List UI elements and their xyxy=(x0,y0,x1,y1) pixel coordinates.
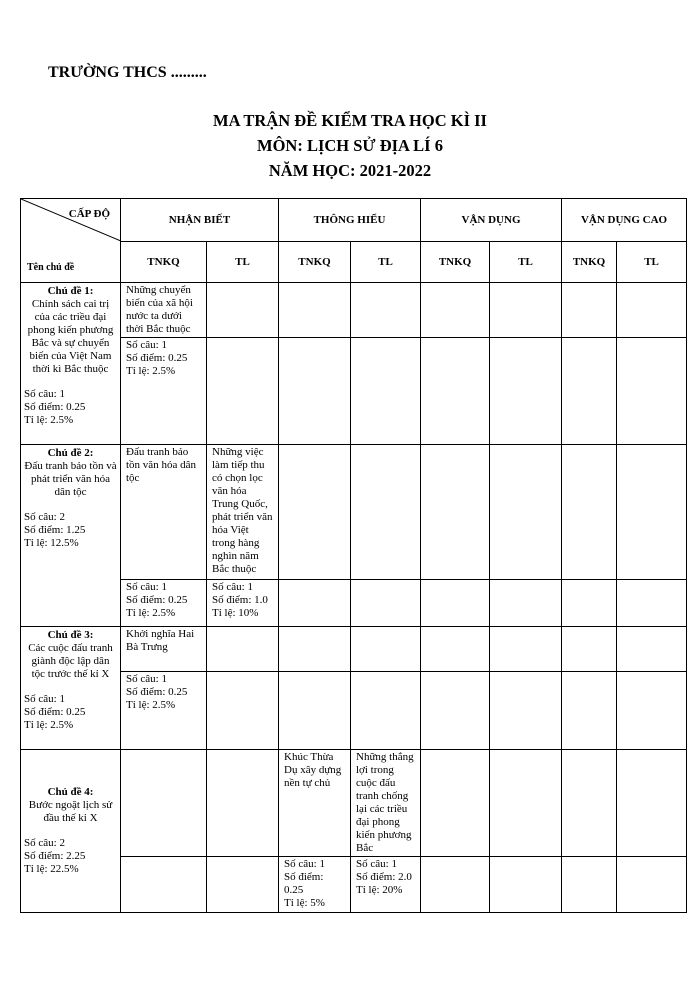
stats-cell: Số câu: 1 Số điểm: 1.0 Tỉ lệ: 10% xyxy=(207,580,279,627)
topic-cau: Số câu: 2 xyxy=(24,511,65,523)
school-name: TRƯỜNG THCS ......... xyxy=(48,64,207,81)
topic-desc: Chính sách cai trị của các triều đại phong kiến phương Bắc và sự chuyển biến của Việt Nam thời kì Bắc thuộc xyxy=(27,298,114,375)
stats-cell: Số câu: 1 Số điểm: 0.25 Tỉ lệ: 5% xyxy=(279,857,351,913)
sub-header: TL xyxy=(490,242,562,283)
level-header-nhan-biet: NHẬN BIẾT xyxy=(121,199,279,242)
sub-header: TL xyxy=(617,242,687,283)
level-header-van-dung-cao: VẬN DỤNG CAO xyxy=(562,199,687,242)
topic-desc: Các cuộc đấu tranh giành độc lập dân tộc trước thế kỉ X xyxy=(28,642,113,680)
topic-cau: Số câu: 2 xyxy=(24,837,65,849)
topic-diem: Số điểm: 0.25 xyxy=(24,706,86,718)
table-row xyxy=(21,580,687,627)
topic-stats xyxy=(24,511,117,550)
table-row xyxy=(21,445,687,580)
content-cell: Những thắng lợi trong cuộc đấu tranh chống lại các triều đại phong kiến phương Bắc xyxy=(351,750,421,857)
table-row xyxy=(21,627,687,672)
stats-cell: Số câu: 1 Số điểm: 0.25 Tỉ lệ: 2.5% xyxy=(121,580,207,627)
level-label: CẤP ĐỘ xyxy=(68,208,110,220)
title-line-3: NĂM HỌC: 2021-2022 xyxy=(268,161,432,180)
table-row xyxy=(21,750,687,857)
topic-tile: Tỉ lệ: 2.5% xyxy=(24,719,74,731)
topic-cell-3 xyxy=(21,627,121,750)
topic-desc: Đấu tranh bảo tồn và phát triển văn hóa dân tộc xyxy=(24,460,117,498)
topic-cell-2 xyxy=(21,445,121,627)
topic-stats xyxy=(24,388,117,427)
sub-header: TNKQ xyxy=(421,242,490,283)
topic-diem: Số điểm: 1.25 xyxy=(24,524,86,536)
topic-name: Chủ đề 1: xyxy=(47,285,94,297)
document-title xyxy=(0,108,700,183)
topic-stats xyxy=(24,837,117,876)
topic-label: Tên chủ đề xyxy=(27,262,75,273)
sub-header: TNKQ xyxy=(279,242,351,283)
topic-name: Chủ đề 4: xyxy=(47,786,94,798)
sub-header: TNKQ xyxy=(562,242,617,283)
topic-cell-4 xyxy=(21,750,121,913)
stats-cell: Số câu: 1 Số điểm: 0.25 Tỉ lệ: 2.5% xyxy=(121,338,207,445)
topic-stats xyxy=(24,693,117,732)
table-row xyxy=(21,283,687,338)
content-cell: Khởi nghĩa Hai Bà Trưng xyxy=(121,627,207,672)
table-row xyxy=(21,857,687,913)
topic-diem: Số điểm: 0.25 xyxy=(24,401,86,413)
topic-diem: Số điểm: 2.25 xyxy=(24,850,86,862)
stats-cell: Số câu: 1 Số điểm: 0.25 Tỉ lệ: 2.5% xyxy=(121,672,207,750)
topic-tile: Tỉ lệ: 12.5% xyxy=(24,537,79,549)
content-cell: Khúc Thừa Dụ xây dựng nền tự chủ xyxy=(279,750,351,857)
header-row-levels xyxy=(21,199,687,242)
content-cell: Những chuyển biến của xã hội nước ta dưới thời Bắc thuộc xyxy=(121,283,207,338)
sub-header: TL xyxy=(207,242,279,283)
level-header-thong-hieu: THÔNG HIỂU xyxy=(279,199,421,242)
topic-tile: Tỉ lệ: 22.5% xyxy=(24,863,79,875)
topic-name: Chủ đề 3: xyxy=(47,629,94,641)
sub-header: TL xyxy=(351,242,421,283)
header-corner-cell xyxy=(21,199,121,283)
topic-desc: Bước ngoặt lịch sử đầu thế kỉ X xyxy=(28,799,113,824)
topic-tile: Tỉ lệ: 2.5% xyxy=(24,414,74,426)
topic-cau: Số câu: 1 xyxy=(24,388,65,400)
topic-cau: Số câu: 1 xyxy=(24,693,65,705)
title-line-1: MA TRẬN ĐỀ KIỂM TRA HỌC KÌ II xyxy=(213,111,487,130)
table-row xyxy=(21,338,687,445)
topic-cell-1 xyxy=(21,283,121,445)
content-cell: Những việc làm tiếp thu có chọn lọc văn hóa Trung Quốc, phát triển văn hóa Việt trong hàng nghìn năm Bắc thuộc xyxy=(207,445,279,580)
table-row xyxy=(21,672,687,750)
title-line-2: MÔN: LỊCH SỬ ĐỊA LÍ 6 xyxy=(257,136,443,155)
stats-cell: Số câu: 1 Số điểm: 2.0 Tỉ lệ: 20% xyxy=(351,857,421,913)
level-header-van-dung: VẬN DỤNG xyxy=(421,199,562,242)
sub-header: TNKQ xyxy=(121,242,207,283)
topic-name: Chủ đề 2: xyxy=(47,447,94,459)
content-cell: Đấu tranh bảo tồn văn hóa dân tộc xyxy=(121,445,207,580)
exam-matrix-table xyxy=(20,198,687,913)
